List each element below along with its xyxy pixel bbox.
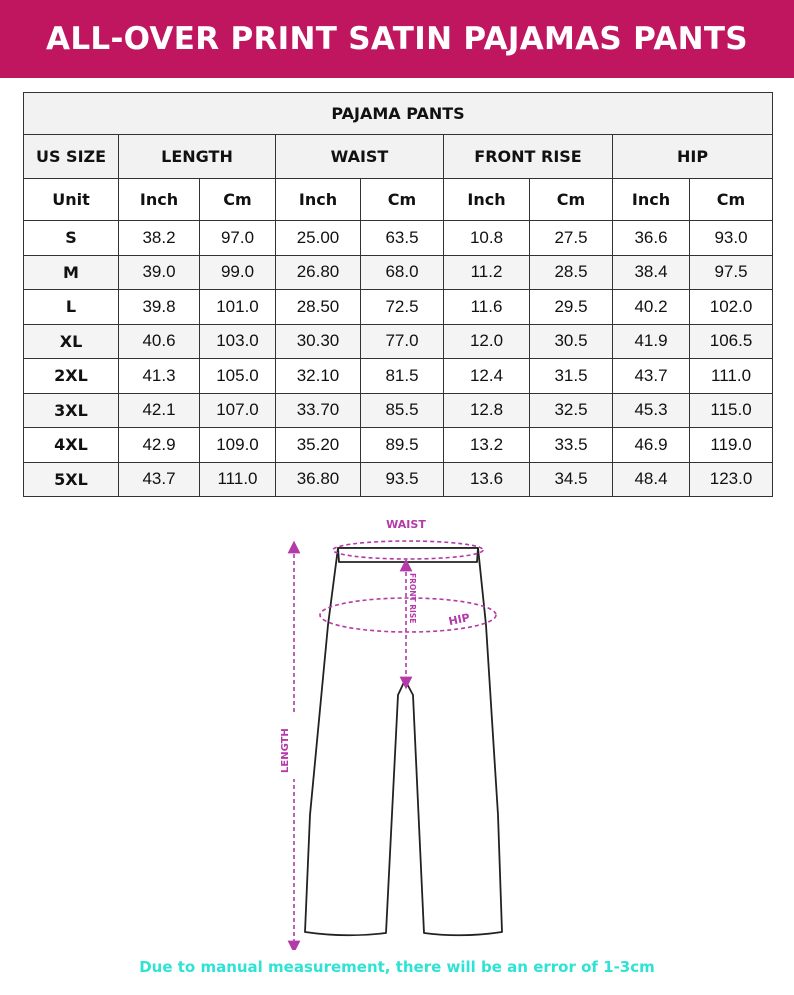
value-cell: 42.1 — [119, 393, 200, 428]
value-cell: 77.0 — [361, 324, 444, 359]
table-row — [24, 255, 773, 290]
value-cell: 107.0 — [200, 393, 276, 428]
pants-diagram — [0, 505, 794, 950]
page-title: ALL-OVER PRINT SATIN PAJAMAS PANTS — [46, 21, 748, 57]
size-cell: 4XL — [24, 428, 119, 463]
value-cell: 13.6 — [444, 462, 530, 497]
value-cell: 109.0 — [200, 428, 276, 463]
header-hip: HIP — [613, 135, 773, 179]
value-cell: 13.2 — [444, 428, 530, 463]
size-cell: L — [24, 290, 119, 325]
header-waist: WAIST — [276, 135, 444, 179]
value-cell: 12.0 — [444, 324, 530, 359]
value-cell: 29.5 — [530, 290, 613, 325]
table-row — [24, 462, 773, 497]
value-cell: 97.0 — [200, 221, 276, 256]
value-cell: 45.3 — [613, 393, 690, 428]
hip-label: HIP — [447, 610, 472, 629]
size-cell: XL — [24, 324, 119, 359]
value-cell: 89.5 — [361, 428, 444, 463]
value-cell: 72.5 — [361, 290, 444, 325]
value-cell: 99.0 — [200, 255, 276, 290]
size-cell: M — [24, 255, 119, 290]
table-row — [24, 359, 773, 394]
title-banner — [0, 0, 794, 78]
table-title: PAJAMA PANTS — [24, 93, 773, 135]
value-cell: 11.6 — [444, 290, 530, 325]
size-chart-table — [23, 92, 773, 497]
value-cell: 12.4 — [444, 359, 530, 394]
value-cell: 101.0 — [200, 290, 276, 325]
front-rise-label: FRONT RISE — [408, 573, 417, 624]
pants-body — [305, 548, 502, 935]
value-cell: 26.80 — [276, 255, 361, 290]
value-cell: 31.5 — [530, 359, 613, 394]
measurement-note: Due to manual measurement, there will be an error of 1-3cm — [139, 958, 655, 976]
waistband — [338, 548, 478, 562]
unit-header: Cm — [530, 179, 613, 221]
table-row — [24, 428, 773, 463]
value-cell: 43.7 — [613, 359, 690, 394]
value-cell: 41.3 — [119, 359, 200, 394]
value-cell: 30.30 — [276, 324, 361, 359]
value-cell: 33.5 — [530, 428, 613, 463]
unit-header: Inch — [613, 179, 690, 221]
value-cell: 119.0 — [690, 428, 773, 463]
unit-label: Unit — [24, 179, 119, 221]
unit-header: Inch — [444, 179, 530, 221]
value-cell: 111.0 — [690, 359, 773, 394]
value-cell: 43.7 — [119, 462, 200, 497]
value-cell: 93.5 — [361, 462, 444, 497]
size-cell: S — [24, 221, 119, 256]
unit-header: Inch — [119, 179, 200, 221]
table-row — [24, 290, 773, 325]
value-cell: 97.5 — [690, 255, 773, 290]
value-cell: 115.0 — [690, 393, 773, 428]
value-cell: 33.70 — [276, 393, 361, 428]
value-cell: 41.9 — [613, 324, 690, 359]
value-cell: 40.2 — [613, 290, 690, 325]
unit-header: Cm — [361, 179, 444, 221]
value-cell: 85.5 — [361, 393, 444, 428]
value-cell: 63.5 — [361, 221, 444, 256]
value-cell: 10.8 — [444, 221, 530, 256]
table-row — [24, 221, 773, 256]
value-cell: 93.0 — [690, 221, 773, 256]
value-cell: 32.5 — [530, 393, 613, 428]
value-cell: 38.4 — [613, 255, 690, 290]
value-cell: 111.0 — [200, 462, 276, 497]
waist-label: WAIST — [386, 518, 426, 531]
table-row — [24, 393, 773, 428]
value-cell: 34.5 — [530, 462, 613, 497]
value-cell: 35.20 — [276, 428, 361, 463]
value-cell: 81.5 — [361, 359, 444, 394]
unit-header: Cm — [200, 179, 276, 221]
value-cell: 106.5 — [690, 324, 773, 359]
table-row — [24, 324, 773, 359]
size-cell: 2XL — [24, 359, 119, 394]
value-cell: 28.5 — [530, 255, 613, 290]
unit-header: Inch — [276, 179, 361, 221]
header-us-size: US SIZE — [24, 135, 119, 179]
value-cell: 12.8 — [444, 393, 530, 428]
value-cell: 46.9 — [613, 428, 690, 463]
value-cell: 105.0 — [200, 359, 276, 394]
value-cell: 68.0 — [361, 255, 444, 290]
value-cell: 36.6 — [613, 221, 690, 256]
header-length: LENGTH — [119, 135, 276, 179]
value-cell: 40.6 — [119, 324, 200, 359]
value-cell: 42.9 — [119, 428, 200, 463]
unit-header: Cm — [690, 179, 773, 221]
header-front-rise: FRONT RISE — [444, 135, 613, 179]
pants-outline — [305, 548, 502, 935]
value-cell: 36.80 — [276, 462, 361, 497]
value-cell: 123.0 — [690, 462, 773, 497]
value-cell: 11.2 — [444, 255, 530, 290]
size-cell: 3XL — [24, 393, 119, 428]
length-label: LENGTH — [280, 728, 291, 773]
value-cell: 48.4 — [613, 462, 690, 497]
value-cell: 38.2 — [119, 221, 200, 256]
size-cell: 5XL — [24, 462, 119, 497]
value-cell: 30.5 — [530, 324, 613, 359]
value-cell: 102.0 — [690, 290, 773, 325]
value-cell: 103.0 — [200, 324, 276, 359]
value-cell: 32.10 — [276, 359, 361, 394]
value-cell: 25.00 — [276, 221, 361, 256]
value-cell: 39.0 — [119, 255, 200, 290]
value-cell: 39.8 — [119, 290, 200, 325]
value-cell: 28.50 — [276, 290, 361, 325]
value-cell: 27.5 — [530, 221, 613, 256]
